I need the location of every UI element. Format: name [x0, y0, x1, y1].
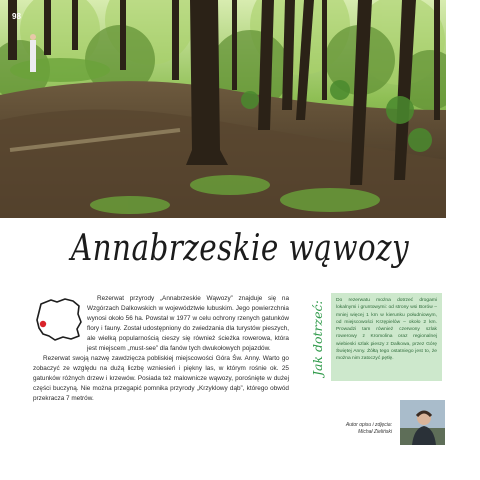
access-info-box: Do rezerwatu można dotrzeć drogami lokalnymi i gruntowymi: od strony wsi Borów – mniej więcej 1 km w kierunku południowym, od miejscowości Krzępielów – około 2 km. Prowadzi tam również czerwony szlak rowerowy z Kromolina oraz regionalnej wiebieski szlak pieszy z Dalkowa, przez Górę Świętej Anny. Żółtą tego ostatniego jest to, że można nim zatoczyć pętlę. [331, 293, 442, 381]
forest-photo [0, 0, 446, 218]
author-credit [330, 422, 392, 436]
poland-map-icon [33, 296, 83, 342]
author-name: Michał Zieliński [358, 429, 392, 435]
article-title: Annabrzeskie wąwozy [70, 228, 410, 269]
access-label-text: Jak dotrzeć: [310, 300, 325, 376]
paragraph-1: Rezerwat przyrody „Annabrzeskie Wąwozy” znajduje się na Wzgórzach Dalkowskich w województwie lubuskim. Jego powierzchnia wynosi około 56 ha. Powstał w 1977 w celu ochrony rzenych gatunków flory i fauny. Został udostępniony do zwiedzania dla turystów pieszych, ale wielką popularnością cieszy się również ścieżka rowerowa, która jest miejscem „must-see” dla fanów tych dwukołowych pojazdów. [87, 295, 289, 352]
paragraph-2: Rezerwat swoją nazwę zawdzięcza pobliskiej miejscowości Góra Św. Anny. Warto go zobaczyć ze względu na dużą liczbę wzniesień i piękny las, w którym rośnie ok. 25 gatunków różnych drzew i krzewów. Posiada też malownicze wąwozy, porośnięte w dużej części buczyną. Nie można przegapić pomnika przyrody „Krzyklowy dąb”, którego obwód przekracza 7 metrów. [33, 355, 289, 402]
author-credit-label: Autor opisu i zdjęcia: [345, 422, 392, 428]
page-number: 98 [12, 12, 21, 21]
access-label [304, 294, 326, 378]
author-photo [400, 400, 445, 445]
